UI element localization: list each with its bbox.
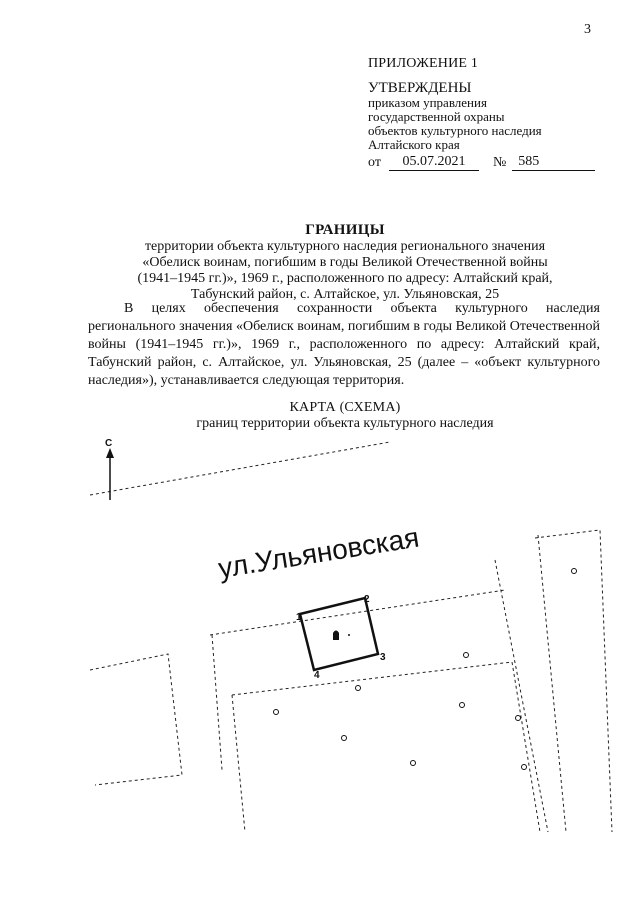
title-line: (1941–1945 гг.)», 1969 г., расположенного по адресу: Алтайский край, — [137, 271, 553, 286]
order-line: приказом управления — [368, 95, 487, 110]
document-title: ГРАНИЦЫ — [305, 222, 385, 238]
tree-marker — [522, 765, 527, 770]
tree-marker — [342, 736, 347, 741]
parcel-line — [495, 560, 548, 832]
boundary-point-label: 1 — [296, 612, 302, 623]
north-label: С — [105, 438, 113, 449]
boundary-point-label: 4 — [314, 670, 320, 681]
order-date-row — [368, 154, 608, 171]
parcel-line — [232, 695, 245, 832]
parcel-line — [535, 530, 612, 832]
from-label: от — [368, 155, 381, 170]
order-line: государственной охраны — [368, 109, 505, 124]
tree-marker — [411, 761, 416, 766]
approved-label: УТВЕРЖДЕНЫ — [368, 80, 472, 96]
appendix-label: ПРИЛОЖЕНИЕ 1 — [368, 56, 479, 71]
north-arrow — [105, 438, 114, 500]
street-label: ул.Ульяновская — [216, 521, 422, 584]
body-paragraph: В целях обеспечения сохранности объекта культурного наследия регионального значения «Обелиск воинам, погибшим в годы Великой Отечественной войны (1941–1945 гг.)», 1969 г., расположенного по адресу: Алтайский край, Табунский район, с. Алтайское, ул. Ульяновская, 25 (далее – «объект культурного наследия»), устанавливается следующая территория. — [88, 301, 600, 388]
parcel-line — [232, 662, 540, 832]
parcel-line — [538, 535, 566, 832]
monument-boundary — [296, 594, 386, 681]
parcel-line — [212, 635, 222, 770]
point-marker — [348, 634, 350, 636]
obelisk-icon — [333, 631, 339, 641]
document-title-block — [80, 222, 610, 303]
boundary-point-label: 3 — [380, 652, 386, 663]
boundary-map — [0, 430, 640, 905]
approval-block — [368, 56, 608, 171]
map-canvas — [0, 430, 640, 905]
order-date: 05.07.2021 — [389, 154, 479, 171]
order-line: объектов культурного наследия — [368, 123, 542, 138]
title-line: Табунский район, с. Алтайское, ул. Ульяновская, 25 — [190, 287, 500, 302]
map-title: КАРТА (СХЕМА) — [289, 400, 401, 415]
parcel-lines — [90, 442, 612, 832]
map-heading — [90, 400, 600, 432]
page-number: 3 — [584, 22, 591, 37]
parcel-line — [210, 590, 505, 635]
north-arrowhead — [106, 448, 114, 458]
title-line: «Обелиск воинам, погибшим в годы Великой Отечественной войны — [142, 255, 548, 270]
map-subtitle: границ территории объекта культурного наследия — [196, 416, 494, 431]
title-line: территории объекта культурного наследия регионального значения — [144, 239, 546, 254]
boundary-point-label: 2 — [364, 594, 370, 605]
order-number: 585 — [512, 154, 595, 171]
tree-marker — [516, 716, 521, 721]
tree-marker — [464, 653, 469, 658]
tree-marker — [274, 710, 279, 715]
parcel-line — [90, 442, 390, 495]
parcel-line — [90, 654, 182, 785]
order-line: Алтайского края — [368, 137, 460, 152]
tree-marker — [572, 569, 577, 574]
number-label: № — [492, 155, 507, 170]
tree-marker — [356, 686, 361, 691]
tree-marker — [460, 703, 465, 708]
